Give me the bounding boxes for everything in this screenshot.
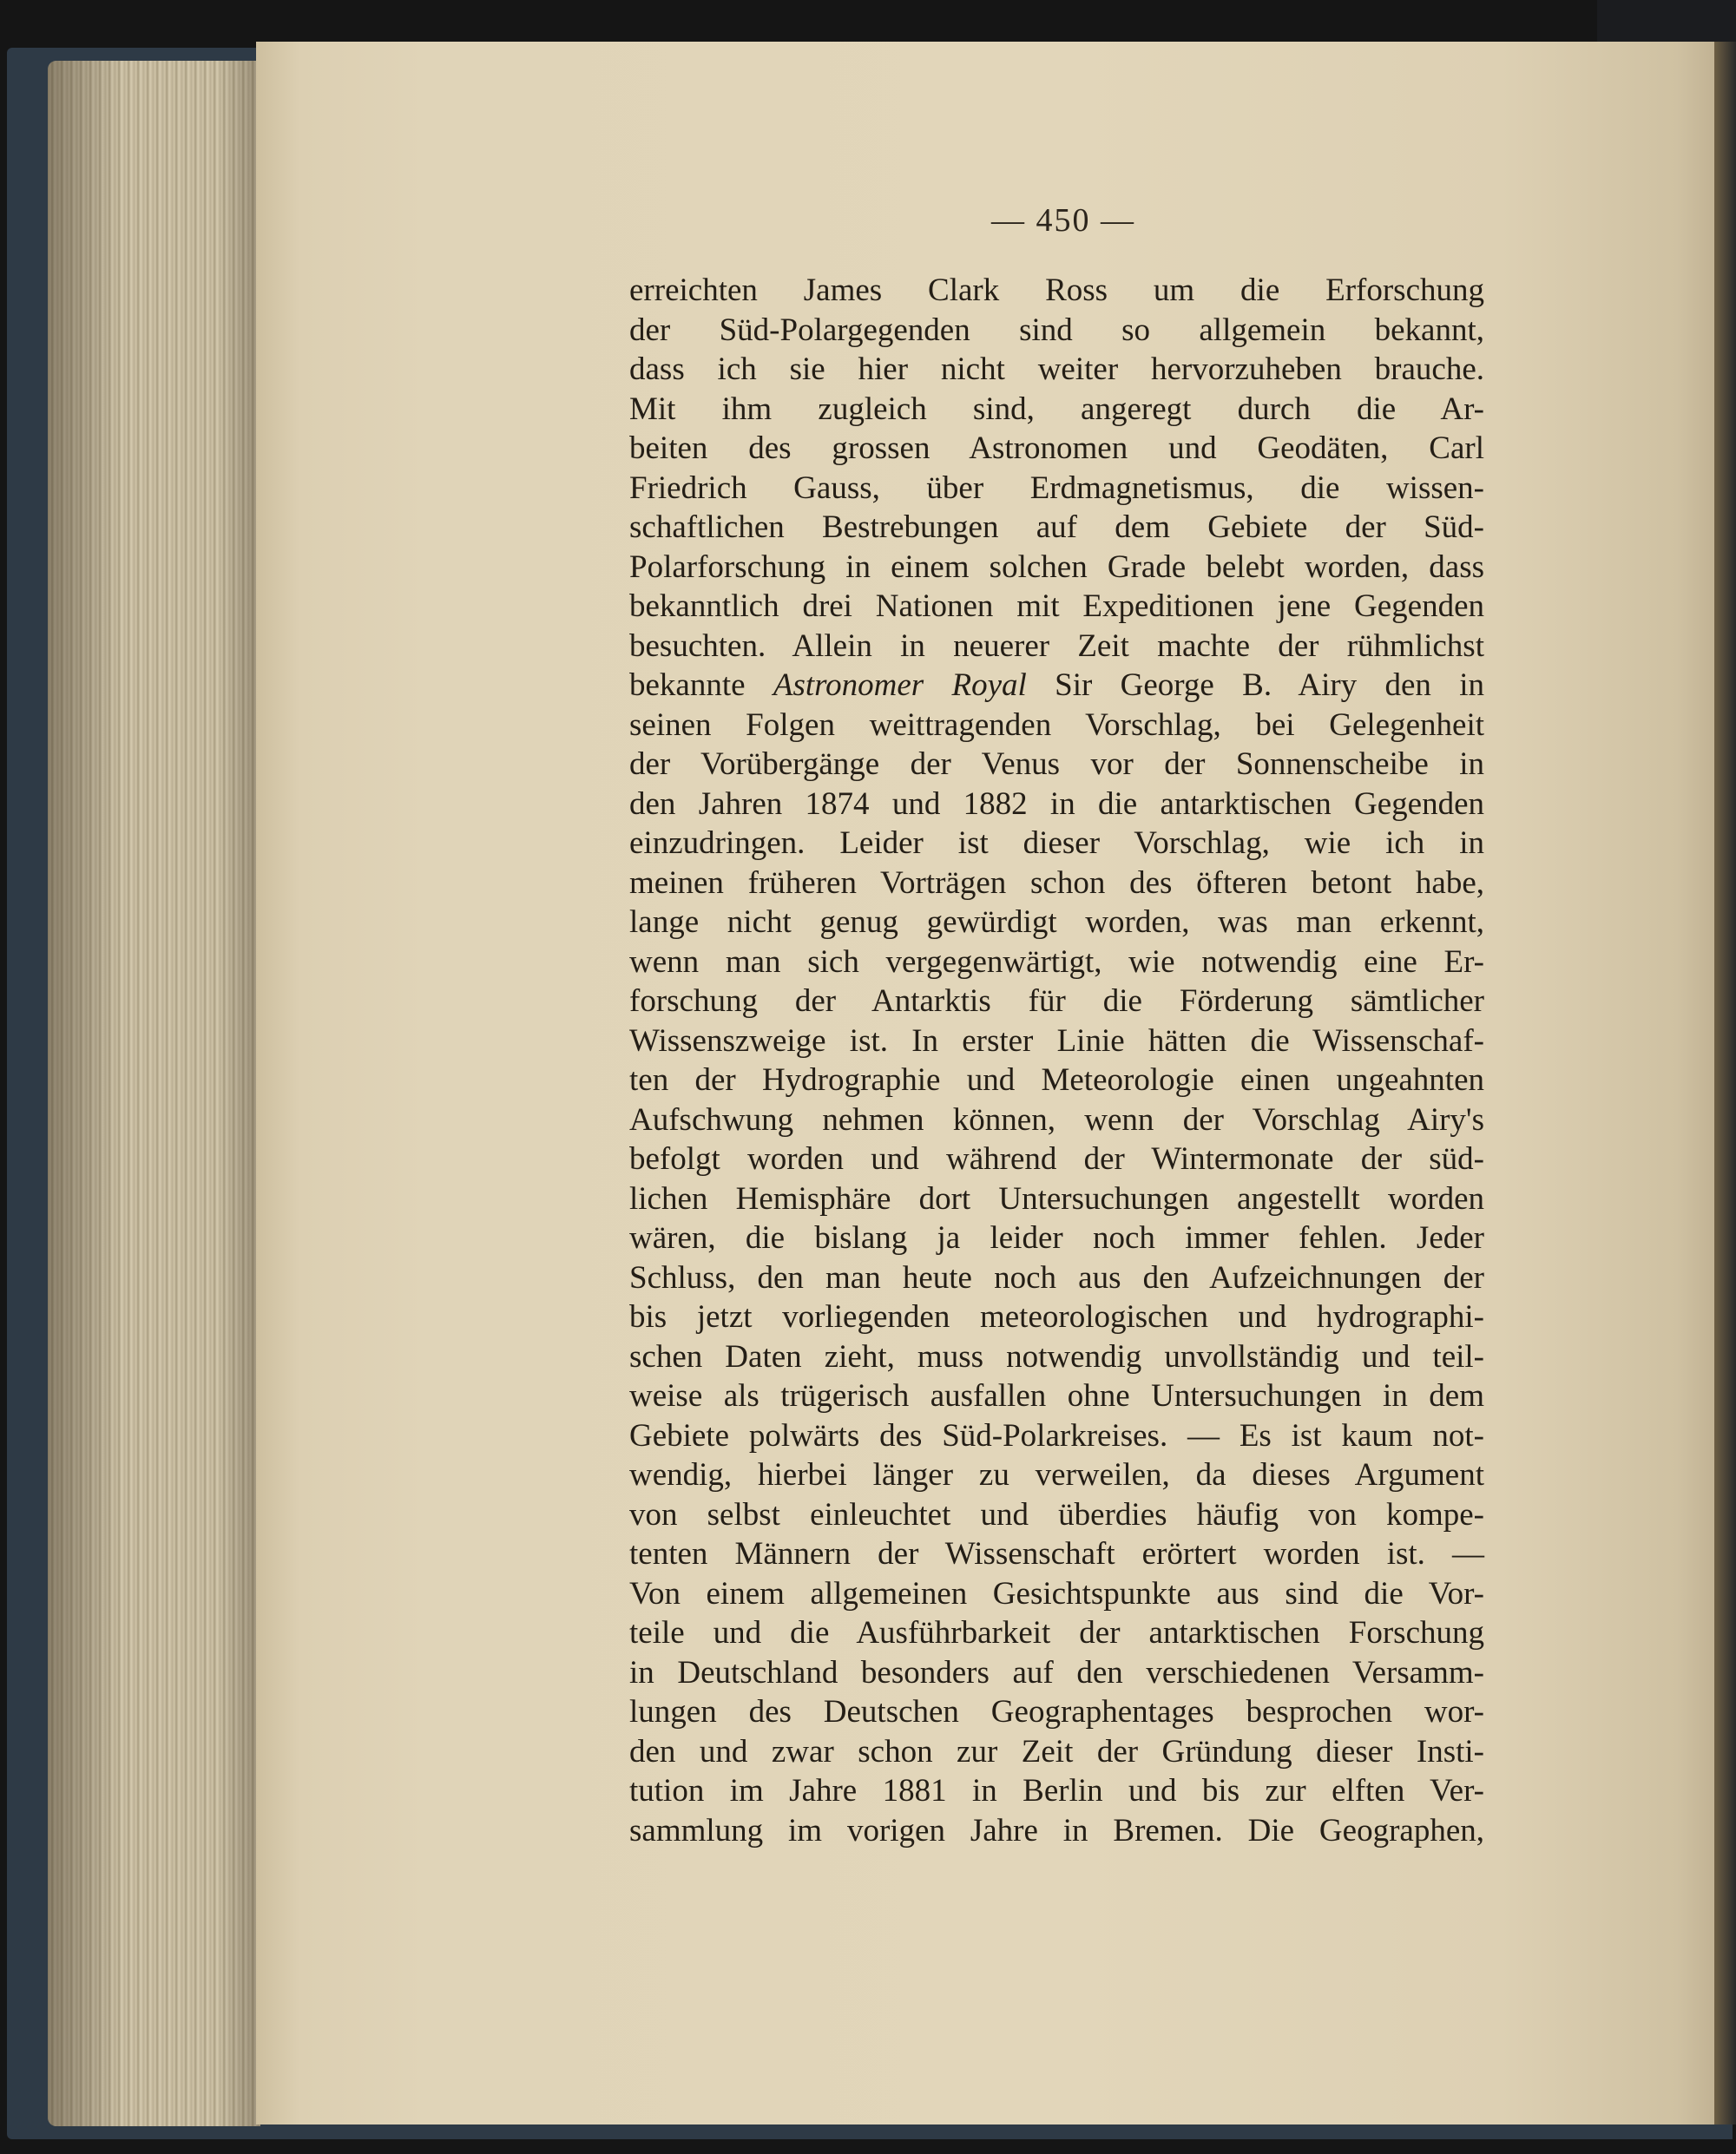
text-line: befolgt worden und während der Wintermonate der süd- xyxy=(629,1141,1484,1177)
text-line: wären, die bislang ja leider noch immer fehlen. Jeder xyxy=(629,1220,1484,1256)
text-line: tenten Männern der Wissenschaft erörtert worden ist. — xyxy=(629,1536,1484,1572)
text-line: teile und die Ausführbarkeit der antarktischen Forschung xyxy=(629,1615,1484,1651)
page-gutter-shadow xyxy=(1714,42,1736,2124)
text-line: Polarforschung in einem solchen Grade belebt worden, dass xyxy=(629,548,1484,585)
text-line: einzudringen. Leider ist dieser Vorschlag, wie ich in xyxy=(629,825,1484,861)
text-segment: bekannte xyxy=(629,667,773,703)
italic-phrase: Astronomer Royal xyxy=(773,667,1027,703)
text-line: forschung der Antarktis für die Förderung sämtlicher xyxy=(629,983,1484,1019)
text-line: ten der Hydrographie und Meteorologie einen ungeahnten xyxy=(629,1062,1484,1098)
text-line: lange nicht genug gewürdigt worden, was man erkennt, xyxy=(629,904,1484,940)
text-segment: Sir George B. Airy den in xyxy=(1026,667,1484,703)
text-line: schaftlichen Bestrebungen auf dem Gebiete der Süd- xyxy=(629,509,1484,545)
text-line: erreichten James Clark Ross um die Erforschung xyxy=(629,273,1484,308)
text-line: den und zwar schon zur Zeit der Gründung dieser Insti- xyxy=(629,1733,1484,1770)
text-line: Gebiete polwärts des Süd-Polarkreises. — Es ist kaum not- xyxy=(629,1417,1484,1454)
text-line: seinen Folgen weittragenden Vorschlag, bei Gelegenheit xyxy=(629,706,1484,743)
text-line: Von einem allgemeinen Gesichtspunkte aus sind die Vor- xyxy=(629,1575,1484,1612)
text-line: der Vorübergänge der Venus vor der Sonnenscheibe in xyxy=(629,746,1484,782)
text-line: sammlung im vorigen Jahre in Bremen. Die Geographen, xyxy=(629,1812,1484,1849)
text-line: der Süd-Polargegenden sind so allgemein bekannt, xyxy=(629,312,1484,348)
text-line: lungen des Deutschen Geographentages besprochen wor- xyxy=(629,1694,1484,1730)
text-line: bis jetzt vorliegenden meteorologischen und hydrographi- xyxy=(629,1299,1484,1335)
text-line: wenn man sich vergegenwärtigt, wie notwendig eine Er- xyxy=(629,943,1484,980)
text-line: besuchten. Allein in neuerer Zeit machte der rühmlichst xyxy=(629,627,1484,664)
text-line: meinen früheren Vorträgen schon des öfteren betont habe, xyxy=(629,864,1484,901)
text-line: bekanntlich drei Nationen mit Expeditionen jene Gegenden xyxy=(629,588,1484,624)
text-line: den Jahren 1874 und 1882 in die antarktischen Gegenden xyxy=(629,785,1484,822)
page-stack-shadow xyxy=(48,61,260,2126)
body-text xyxy=(629,271,1484,1850)
text-line: von selbst einleuchtet und überdies häufig von kompe- xyxy=(629,1496,1484,1533)
page-number: — 450 — xyxy=(991,202,1135,239)
text-line: Wissenszweige ist. In erster Linie hätten die Wissenschaf- xyxy=(629,1022,1484,1059)
text-line: Schluss, den man heute noch aus den Aufzeichnungen der xyxy=(629,1259,1484,1296)
text-line: in Deutschland besonders auf den verschiedenen Versamm- xyxy=(629,1654,1484,1691)
text-line: Aufschwung nehmen können, wenn der Vorschlag Airy's xyxy=(629,1101,1484,1138)
text-line: tution im Jahre 1881 in Berlin und bis zur elften Ver- xyxy=(629,1773,1484,1809)
text-line: weise als trügerisch ausfallen ohne Untersuchungen in dem xyxy=(629,1378,1484,1414)
text-line: beiten des grossen Astronomen und Geodäten, Carl xyxy=(629,430,1484,466)
text-line: Friedrich Gauss, über Erdmagnetismus, die wissen- xyxy=(629,470,1484,506)
text-line-with-italic xyxy=(629,666,1484,706)
text-line: schen Daten zieht, muss notwendig unvollständig und teil- xyxy=(629,1338,1484,1375)
text-line: Mit ihm zugleich sind, angeregt durch die Ar- xyxy=(629,391,1484,427)
text-line: lichen Hemisphäre dort Untersuchungen angestellt worden xyxy=(629,1180,1484,1217)
text-line: dass ich sie hier nicht weiter hervorzuheben brauche. xyxy=(629,351,1484,387)
text-line: wendig, hierbei länger zu verweilen, da dieses Argument xyxy=(629,1457,1484,1493)
